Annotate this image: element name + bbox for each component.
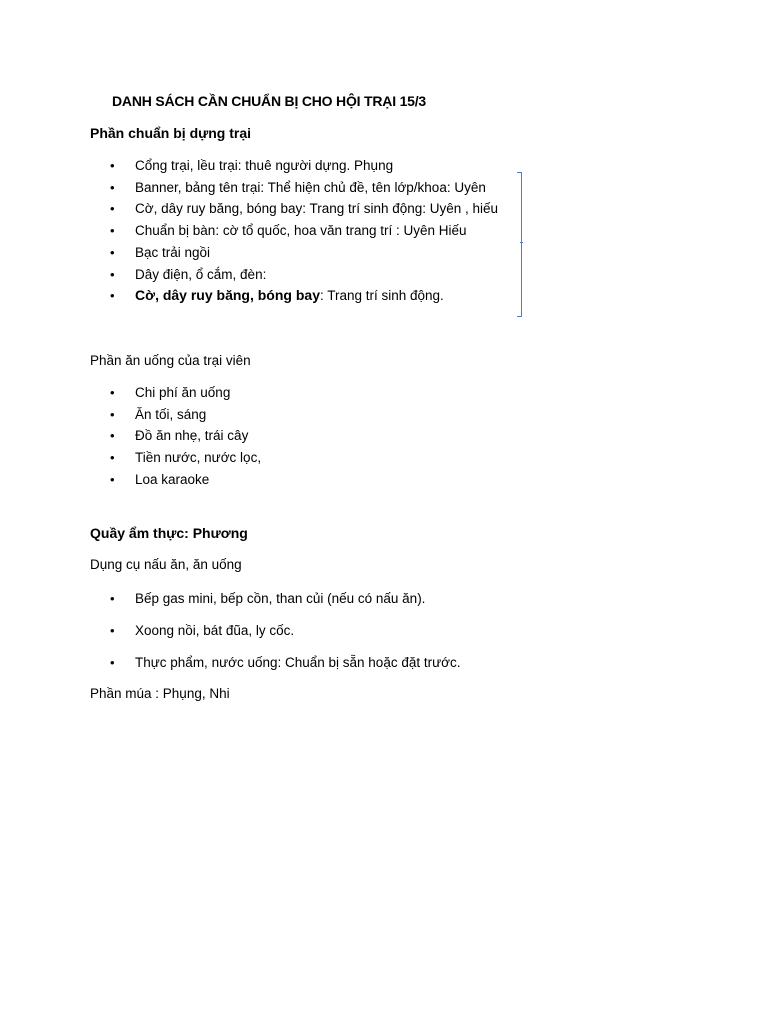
subheading-cooking-tools: Dụng cụ nấu ăn, ăn uống (90, 557, 242, 572)
list-item: • Cổng trại, lều trại: thuê người dựng. Phụng (90, 155, 498, 177)
bullet-icon: • (110, 655, 115, 670)
list-item: • Đồ ăn nhẹ, trái cây (90, 425, 261, 447)
camp-setup-list (90, 155, 498, 307)
list-item: • Tiền nước, nước lọc, (90, 447, 261, 469)
bullet-icon: • (110, 179, 115, 195)
section-heading-camp-setup: Phần chuẩn bị dựng trại (90, 125, 252, 141)
food-list (90, 382, 261, 491)
comment-bracket (517, 172, 522, 317)
bullet-icon: • (110, 244, 115, 260)
bullet-icon: • (110, 428, 115, 444)
list-item: • Thực phẩm, nước uống: Chuẩn bị sẵn hoặc đặt trước. (90, 653, 460, 673)
bullet-icon: • (110, 385, 115, 400)
bullet-icon: • (110, 450, 115, 466)
document-title: DANH SÁCH CẦN CHUẨN BỊ CHO HỘI TRẠI 15/3 (112, 93, 427, 109)
bullet-icon: • (110, 623, 115, 638)
list-item: • Chuẩn bị bàn: cờ tổ quốc, hoa văn trang trí : Uyên Hiếu (90, 220, 498, 242)
dance-assignment: Phần múa : Phụng, Nhi (90, 686, 230, 701)
list-item: • Ăn tối, sáng (90, 404, 261, 426)
bullet-icon: • (110, 406, 115, 422)
bullet-icon: • (110, 266, 115, 282)
bullet-icon: • (110, 288, 115, 304)
list-item: • Bạc trải ngồi (90, 242, 498, 264)
cooking-tools-list (90, 589, 460, 685)
bullet-icon: • (110, 591, 115, 606)
comment-bracket-tick (520, 242, 523, 243)
list-item: • Xoong nồi, bát đũa, ly cốc. (90, 621, 460, 641)
section-heading-food: Phần ăn uống của trại viên (90, 353, 251, 368)
bullet-icon: • (110, 223, 115, 239)
section-heading-food-stall: Quầy ẩm thực: Phương (90, 525, 248, 541)
bullet-icon: • (110, 471, 115, 487)
list-item: • Dây điện, ổ cắm, đèn: (90, 264, 498, 286)
list-item: • Loa karaoke (90, 469, 261, 491)
list-item: • Cờ, dây ruy băng, bóng bay: Trang trí sinh động: Uyên , hiếu (90, 198, 498, 220)
bullet-icon: • (110, 201, 115, 217)
bold-lead-text: Cờ, dây ruy băng, bóng bay (135, 287, 320, 304)
list-item: • Bếp gas mini, bếp cồn, than củi (nếu có nấu ăn). (90, 589, 460, 609)
list-item: • Chi phí ăn uống (90, 382, 261, 404)
list-item: • Banner, bảng tên trại: Thể hiện chủ đề, tên lớp/khoa: Uyên (90, 177, 498, 199)
list-item: • Cờ, dây ruy băng, bóng bay: Trang trí sinh động. (90, 285, 498, 307)
bullet-icon: • (110, 158, 115, 173)
